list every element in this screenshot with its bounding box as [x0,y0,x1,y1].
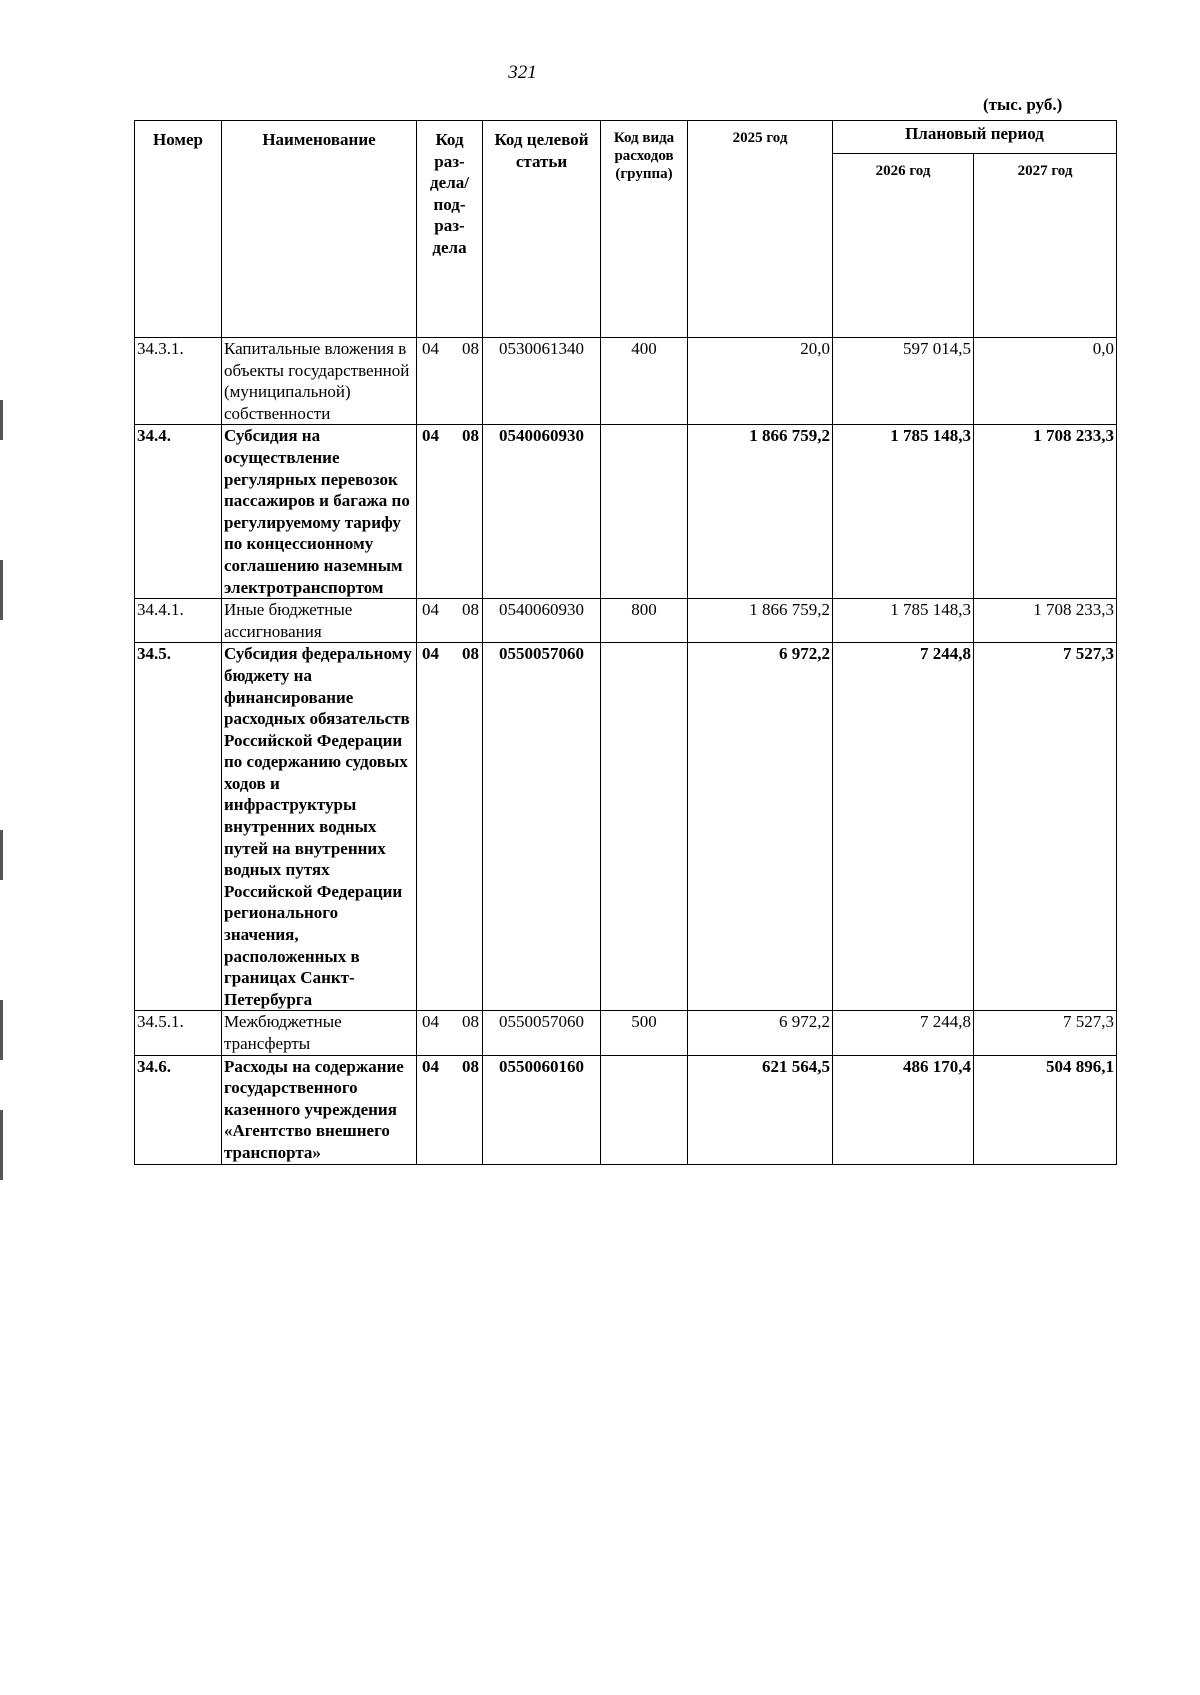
row-value-2026: 1 785 148,3 [833,425,974,599]
scan-mark [0,830,3,880]
header-name: Наименование [222,121,417,338]
header-number: Номер [135,121,222,338]
row-number: 34.4. [135,425,222,599]
subsection: 08 [462,1012,479,1032]
row-number: 34.4.1. [135,599,222,643]
table-row [135,425,1117,599]
row-expense-type: 800 [601,599,688,643]
scan-mark [0,560,3,620]
row-value-2025: 1 866 759,2 [688,425,833,599]
row-value-2025: 6 972,2 [688,643,833,1011]
table-row [135,643,1117,1011]
budget-table [134,120,1117,1165]
row-name: Субсидия федеральному бюджету на финансирование расходных обязательств Российской Федерации по содержанию судовых ходов и инфраструктуры внутренних водных путей на внутренних водных путях Российской Федерации регионального значения, расположенных в границах Санкт-Петербурга [222,643,417,1011]
table-row [135,599,1117,643]
scan-mark [0,1110,3,1180]
row-name: Иные бюджетные ассигнования [222,599,417,643]
row-number: 34.3.1. [135,338,222,425]
subsection: 08 [462,426,479,446]
section: 04 [422,1056,439,1076]
table-row [135,338,1117,425]
units-label: (тыс. руб.) [983,95,1063,114]
section: 04 [422,600,439,620]
row-value-2027: 7 527,3 [974,643,1117,1011]
row-target-code: 0530061340 [483,338,601,425]
header-year-2025: 2025 год [688,121,833,338]
row-expense-type [601,643,688,1011]
scan-mark [0,1000,3,1060]
row-section-code [417,425,483,599]
row-name: Межбюджетные трансферты [222,1011,417,1055]
page-number: 321 [508,62,537,83]
header-section-code: Код раз- дела/ под- раз- дела [417,121,483,338]
row-name: Капитальные вложения в объекты государственной (муниципальной) собственности [222,338,417,425]
row-section-code [417,1055,483,1164]
table-row [135,1011,1117,1055]
row-number: 34.6. [135,1055,222,1164]
header-expense-type: Код вида расходов (группа) [601,121,688,338]
subsection: 08 [462,339,479,358]
table-row [135,1055,1117,1164]
row-value-2025: 20,0 [688,338,833,425]
row-expense-type: 400 [601,338,688,425]
subsection: 08 [462,600,479,620]
row-expense-type [601,1055,688,1164]
section: 04 [422,339,439,358]
row-name: Расходы на содержание государственного казенного учреждения «Агентство внешнего транспорта» [222,1055,417,1164]
row-value-2026: 486 170,4 [833,1055,974,1164]
row-name: Субсидия на осуществление регулярных перевозок пассажиров и багажа по регулируемому тарифу по концессионному соглашению наземным электротранспортом [222,425,417,599]
row-value-2025: 1 866 759,2 [688,599,833,643]
row-target-code: 0540060930 [483,599,601,643]
header-year-2027: 2027 год [974,154,1117,338]
row-value-2027: 7 527,3 [974,1011,1117,1055]
row-section-code [417,1011,483,1055]
header-target-code: Код целевой статьи [483,121,601,338]
row-value-2026: 7 244,8 [833,1011,974,1055]
row-value-2027: 0,0 [974,338,1117,425]
row-expense-type [601,425,688,599]
row-target-code: 0550057060 [483,643,601,1011]
row-target-code: 0550060160 [483,1055,601,1164]
header-planning-period: Плановый период [833,121,1117,154]
scan-mark [0,400,3,440]
row-value-2026: 597 014,5 [833,338,974,425]
row-target-code: 0540060930 [483,425,601,599]
section: 04 [422,426,439,446]
row-number: 34.5.1. [135,1011,222,1055]
section: 04 [422,1012,439,1032]
row-value-2025: 621 564,5 [688,1055,833,1164]
row-section-code [417,643,483,1011]
header-year-2026: 2026 год [833,154,974,338]
row-value-2027: 504 896,1 [974,1055,1117,1164]
row-number: 34.5. [135,643,222,1011]
row-value-2027: 1 708 233,3 [974,425,1117,599]
row-target-code: 0550057060 [483,1011,601,1055]
row-expense-type: 500 [601,1011,688,1055]
row-value-2025: 6 972,2 [688,1011,833,1055]
row-section-code [417,338,483,425]
row-value-2026: 7 244,8 [833,643,974,1011]
row-value-2026: 1 785 148,3 [833,599,974,643]
subsection: 08 [462,644,479,664]
subsection: 08 [462,1056,479,1076]
row-value-2027: 1 708 233,3 [974,599,1117,643]
row-section-code [417,599,483,643]
section: 04 [422,644,439,664]
